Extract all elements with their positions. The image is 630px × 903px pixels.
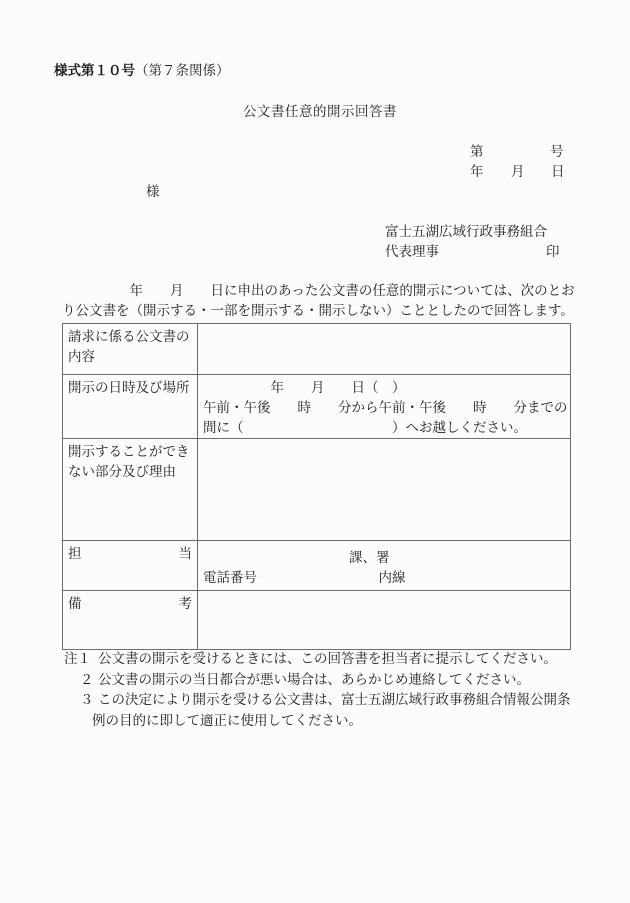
seal-mark: 印 [546,244,560,260]
table-row-contact-person [63,541,571,591]
value-contact-person[interactable] [198,541,571,591]
note-text-continuation: 例の目的に即して適正に使用してください。 [92,712,362,729]
label-char-right: 当 [178,546,192,562]
table-row-remarks [63,591,571,650]
document-title: 公文書任意的開示回答書 [243,104,397,120]
note-number: ２ [80,671,94,688]
label-requested-document [63,324,198,375]
value-remarks[interactable] [198,591,571,650]
label-remarks [63,591,198,650]
note-item-2 [64,670,571,691]
note-text: この決定により開示を受ける公文書は、富士五湖広域行政事務組合情報公開条 [98,692,571,708]
note-item-1 [64,649,571,670]
table-row-disclosure-datetime-place [63,375,571,439]
date-year-label: 年 [470,164,484,180]
date-day-label: 日 [551,164,565,180]
notes-section [64,649,571,731]
response-form-table [62,323,571,650]
reference-number-suffix: 号 [550,144,564,160]
label-char-left: 備 [68,596,82,612]
note-text: 公文書の開示を受けるときには、この回答書を担当者に提示してください。 [98,651,557,667]
note-number: 注１ [64,651,91,667]
form-reference: （第７条関係） [135,63,230,79]
value-nondisclosure-reason[interactable] [198,439,571,541]
department-line: 課、署 [349,550,390,566]
label-char-left: 担 [68,546,82,562]
issuer-representative: 代表理事 [385,244,439,260]
value-disclosure-datetime-place[interactable] [198,375,571,439]
addressee-honorific: 様 [146,184,160,200]
label-line: 開示することができ [68,444,190,460]
disclosure-date-line: 年 月 日（ ） [203,380,406,396]
form-number [54,65,230,79]
issuer-organization: 富士五湖広域行政事務組合 [385,224,547,240]
disclosure-time-line: 午前・午後 時 分から午前・午後 時 分までの [203,400,568,416]
note-text: 公文書の開示の当日都合が悪い場合は、あらかじめ連絡してください。 [98,671,530,688]
table-row-nondisclosure-reason [63,439,571,541]
note-item-3-continuation [64,711,571,732]
label-line: 開示の日時及び場所 [68,380,190,396]
label-line: 請求に係る公文書の [68,329,190,345]
label-line: 内容 [68,349,95,365]
label-nondisclosure-reason [63,439,198,541]
table-row-requested-document [63,324,571,375]
intro-line-2: り公文書を（開示する・一部を開示する・開示しない）こととしたので回答します。 [62,303,574,319]
label-contact-person [63,541,198,591]
label-line: ない部分及び理由 [68,464,176,480]
value-requested-document[interactable] [198,324,571,375]
label-char-right: 考 [178,596,192,612]
disclosure-place-line: 間に（ ）へお越しください。 [203,420,527,436]
phone-extension-line: 電話番号 内線 [203,570,406,586]
label-disclosure-datetime-place [63,375,198,439]
note-number: ３ [80,692,94,708]
reference-number-prefix: 第 [470,144,484,160]
form-number-label: 様式第１０号 [54,63,135,79]
note-item-3 [64,690,571,711]
intro-line-1: 年 月 日に申出のあった公文書の任意的開示については、次のとお [62,283,575,299]
date-month-label: 月 [511,164,525,180]
